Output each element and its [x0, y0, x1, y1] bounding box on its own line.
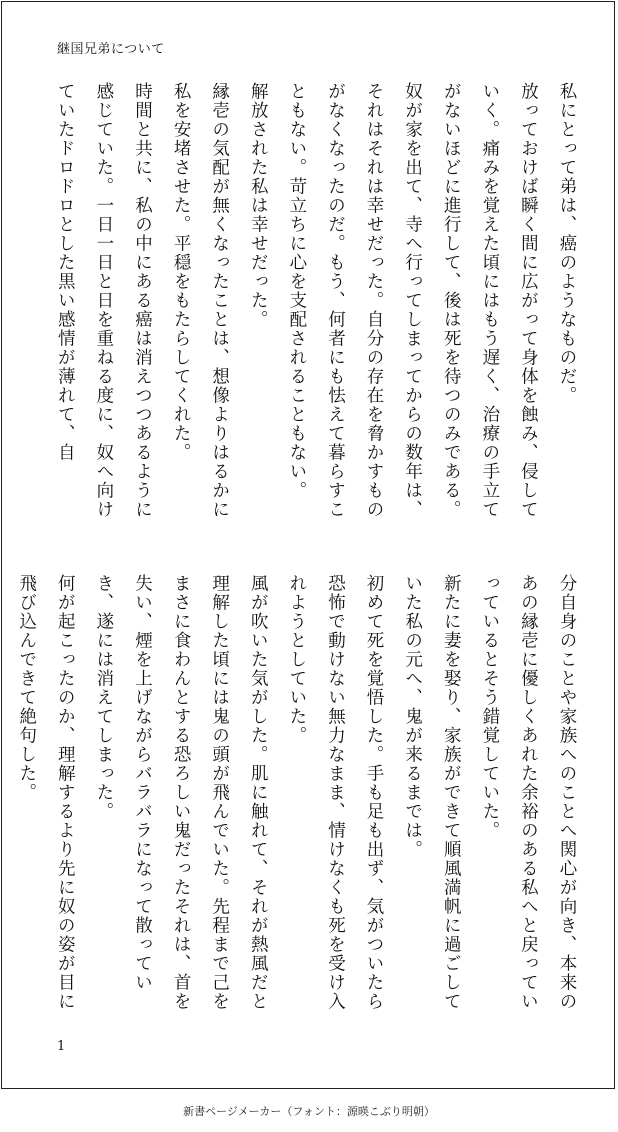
paragraph: 何が起こったのか、理解するより先に奴の姿が目に飛び込んできて絶句した。	[16, 574, 76, 1011]
lower-text-block	[0, 574, 586, 1014]
paragraph: 私にとって弟は、癌のようなものだ。	[557, 82, 577, 405]
book-page	[1, 1, 615, 1089]
upper-text-block	[46, 82, 586, 522]
paragraph: 奴が家を出て、寺へ行ってしまってからの数年は、それはそれは幸せだった。自分の存在を脅かすものがなくなったのだ。もう、何者にも怯えて暮らすこともない。苛立ちに心を支配されることもない。	[286, 82, 423, 519]
paragraph: 風が吹いた気がした。肌に触れて、それが熱風だと理解した頃には鬼の頭が飛んでいた。先程まで己をまさに食わんとする恐ろしい鬼だったそれは、首を失い、煙を上げながらバラバラになって散っていき、遂には消えてしまった。	[93, 574, 269, 1011]
generator-credit: 新書ページメーカー（フォント：源暎こぶり明朝）	[183, 1105, 435, 1118]
paragraph: 新たに妻を娶り、家族ができて順風満帆に過ごしていた私の元へ、鬼が来るまでは。	[402, 574, 462, 1011]
page-number: 1	[57, 1039, 66, 1054]
paragraph	[0, 574, 7, 1014]
paragraph: 解放された私は幸せだった。	[248, 82, 269, 329]
running-header-title: 継国兄弟について	[57, 42, 165, 57]
paragraph: 時間と共に、私の中にある癌は消えつつあるように感じていた。一日一日と日を重ねる度に、奴へ向けていたドロドロとした黒い感情が薄れて、自	[55, 82, 153, 519]
paragraph: 分自身のことや家族へのことへ関心が向き、本来のあの縁壱に優しくあれた余裕のある私へと戻っていっているとそう錯覚していた。	[479, 574, 577, 1011]
paragraph: 放っておけば瞬く間に広がって身体を蝕み、侵していく。痛みを覚えた頃にはもう遅く、治療の手立てがないほどに進行して、後は死を待つのみである。	[441, 82, 539, 519]
paragraph: 初めて死を覚悟した。手も足も出ず、気がついたら恐怖で動けない無力なまま、情けなくも死を受け入れようとしていた。	[286, 574, 385, 1011]
paragraph: 縁壱の気配が無くなったことは、想像よりはるかに私を安堵させた。平穏をもたらしてくれた。	[171, 82, 230, 519]
